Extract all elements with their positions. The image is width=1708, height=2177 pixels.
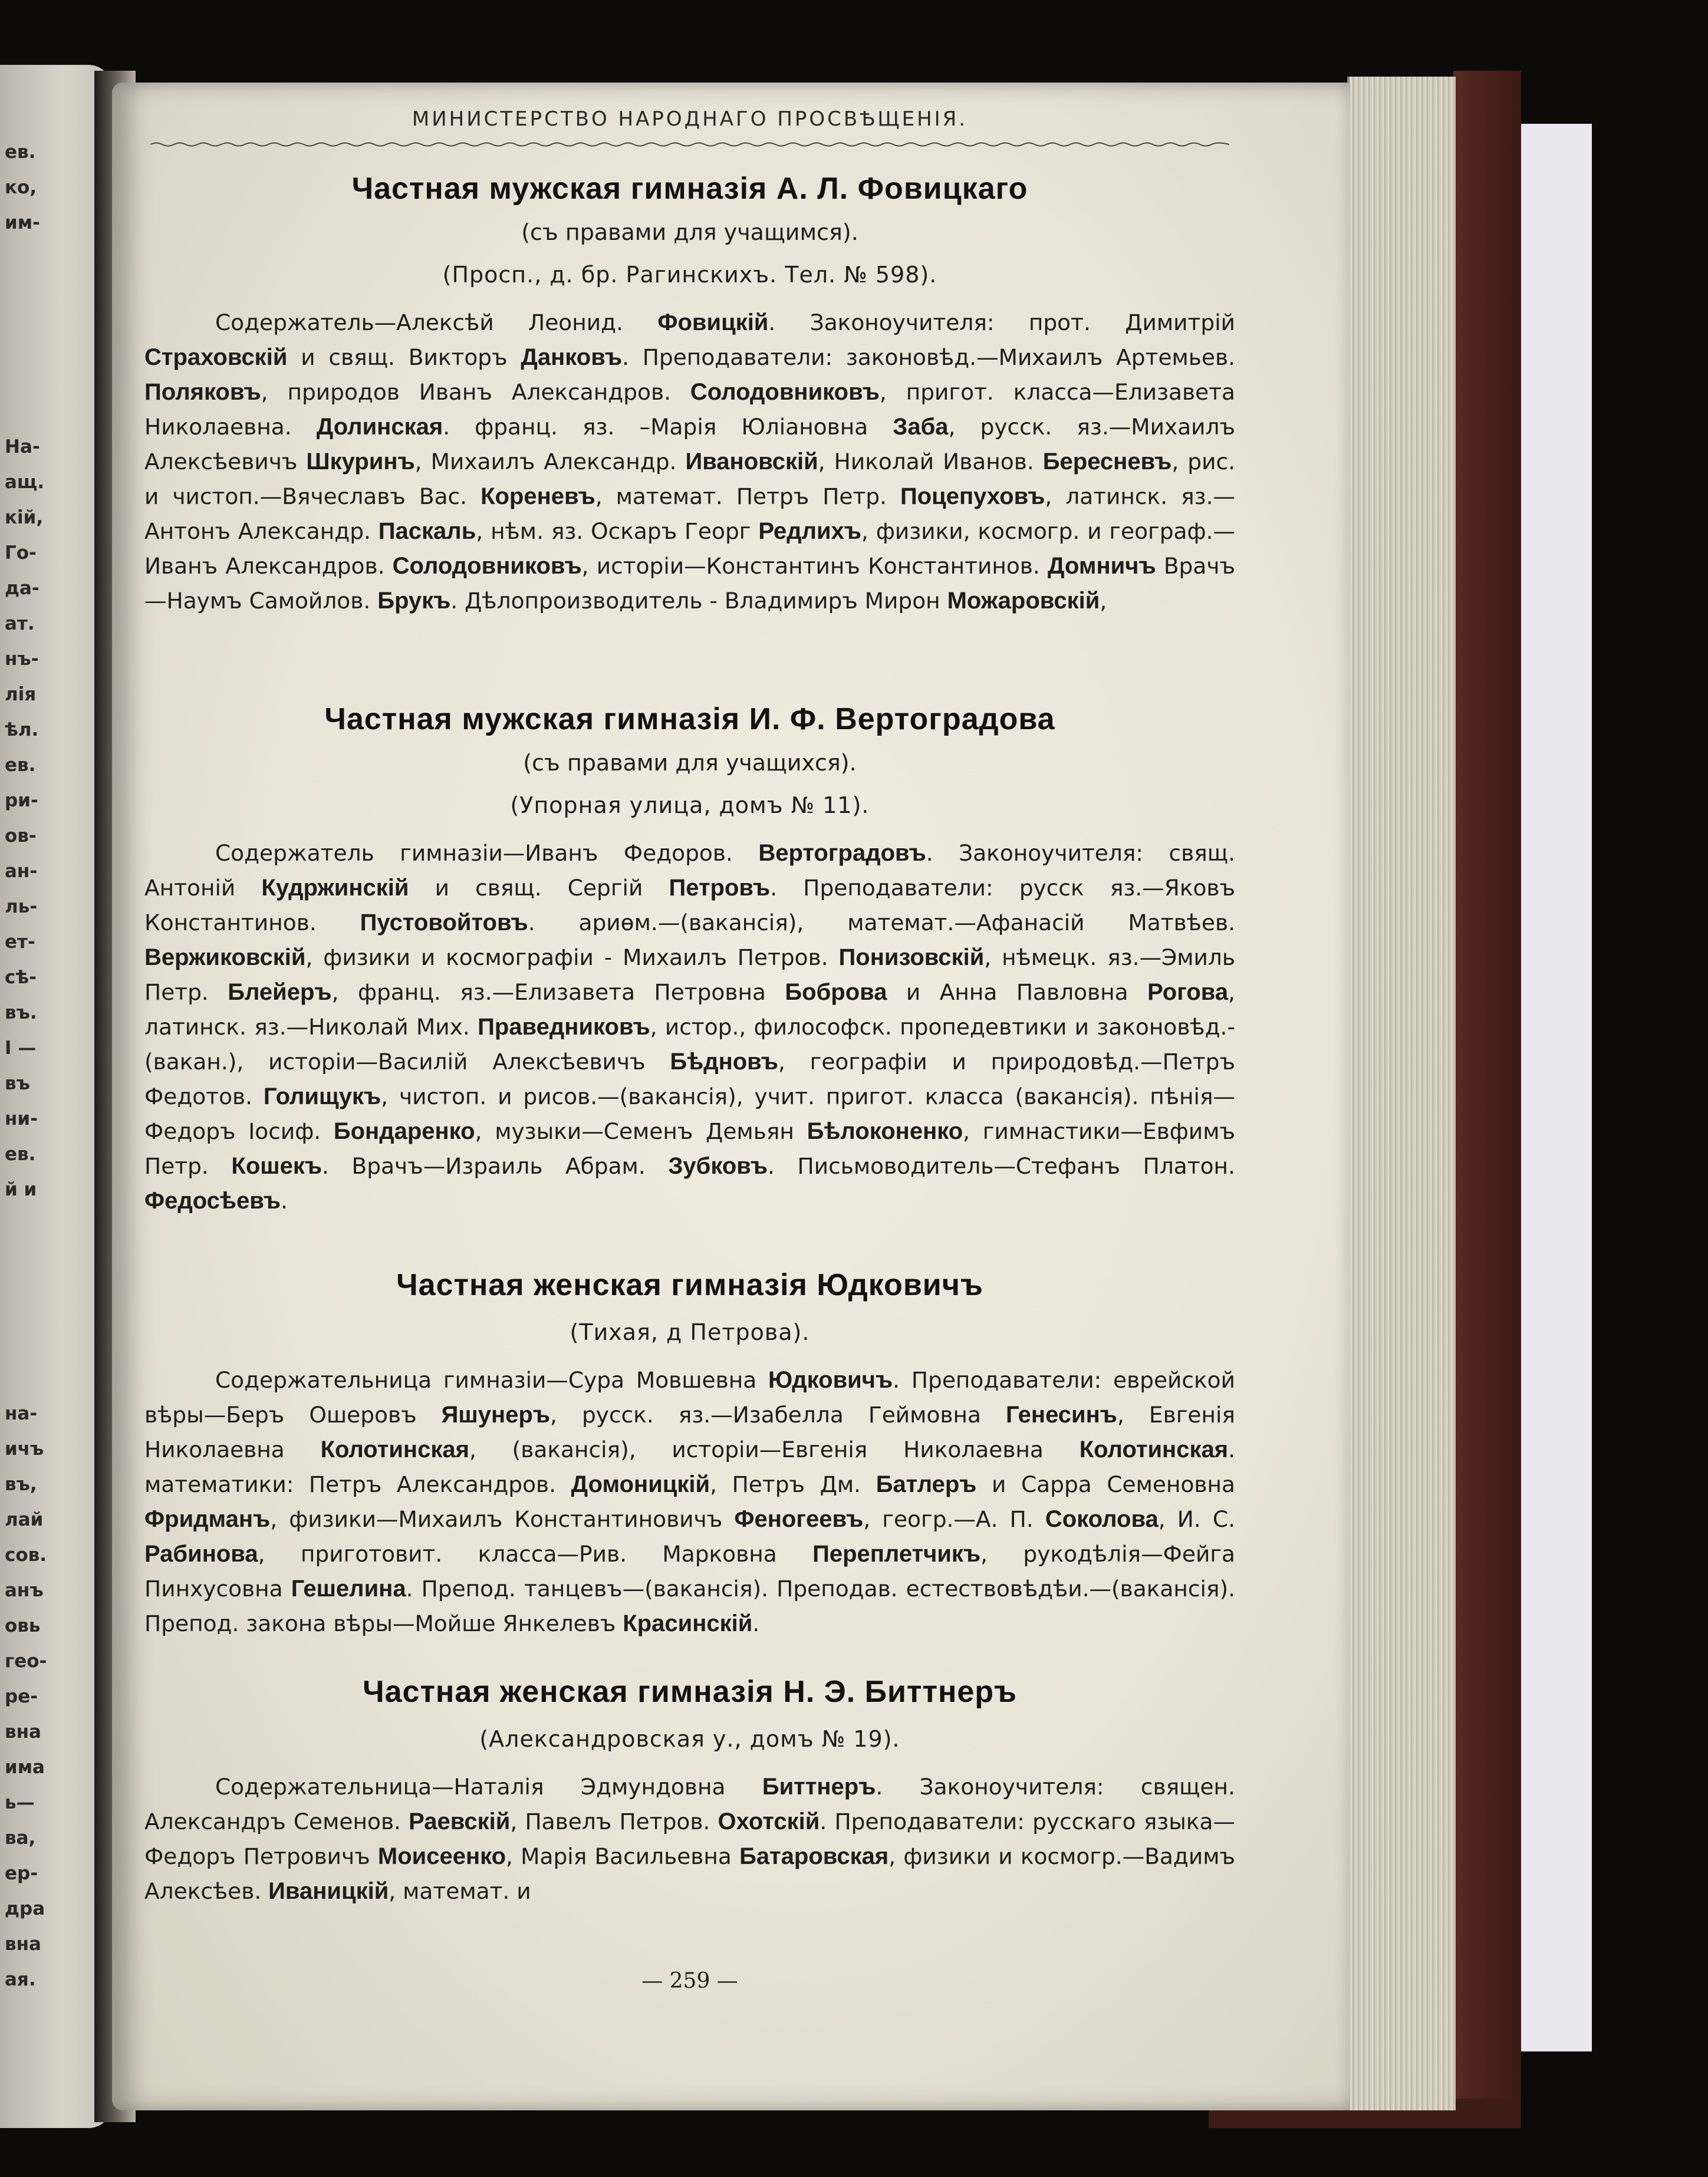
surname: Паскаль	[378, 518, 476, 544]
left-page-fragment: ко,	[5, 177, 37, 198]
surname: Долинская	[316, 414, 443, 440]
body-text: и Сарра Семеновна	[976, 1471, 1236, 1497]
left-page-fragment: ащ.	[5, 472, 44, 493]
surname: Генесинъ	[1006, 1402, 1117, 1428]
body-text: ,	[1100, 588, 1107, 614]
header-rule	[150, 141, 1229, 147]
body-text: , рис. и чистоп.—Вячеславъ Вас.	[144, 449, 1235, 509]
section-body	[144, 836, 1235, 1218]
left-page-fragment: ичъ	[5, 1438, 44, 1460]
body-text: , физики, космогр. и географ.—Иванъ Александров.	[144, 518, 1235, 579]
body-text: . Законоучителя: священ. Александръ Семенов.	[144, 1774, 1235, 1835]
left-page-fragment: лія	[5, 684, 37, 705]
body-text: , (вакансія), исторіи—Евгенія Николаевна	[469, 1437, 1080, 1463]
surname: Домничъ	[1048, 553, 1156, 579]
body-text: . Преподаватели: законовѣд.—Михаилъ Артемьев.	[622, 344, 1235, 370]
surname: Пустовойтовъ	[360, 910, 528, 936]
surname: Ивановскій	[685, 449, 818, 475]
section-title: Частная женская гимназія Юдковичъ	[396, 1268, 983, 1302]
surname: Фовицкій	[657, 309, 769, 335]
surname: Голищукъ	[263, 1083, 381, 1109]
body-text: , русск. яз.—Михаилъ Алексѣевичъ	[144, 414, 1236, 475]
surname: Яшунеръ	[441, 1402, 550, 1428]
left-page-fragment: въ,	[5, 1474, 37, 1495]
surname: Колотинская	[320, 1437, 469, 1463]
surname: Бѣлоконенко	[807, 1118, 963, 1144]
section-body	[144, 305, 1235, 618]
left-page-fragment: ни-	[5, 1108, 38, 1129]
left-page-fragment: ѣл.	[5, 719, 39, 740]
left-page-fragment: ат.	[5, 613, 35, 634]
left-page-fragment: На-	[5, 436, 40, 457]
left-page-fragment: лай	[5, 1509, 44, 1530]
surname: Кудржинскій	[261, 875, 409, 901]
body-text: , физики—Михаилъ Константиновичъ	[270, 1506, 735, 1532]
left-page-fragment: сов.	[5, 1544, 47, 1566]
left-page-fragment: има	[5, 1757, 45, 1778]
section-title: Частная мужская гимназія И. Ф. Вертоградова	[324, 702, 1055, 736]
section-yudkovich	[144, 1267, 1235, 1641]
running-head: МИНИСТЕРСТВО НАРОДНАГО ПРОСВѢЩЕНІЯ.	[412, 107, 968, 131]
left-page-fragment: въ	[5, 1073, 30, 1094]
surname: Страховскій	[144, 344, 288, 370]
surname: Шкуринъ	[306, 449, 415, 475]
surname: Редлихъ	[758, 518, 862, 544]
body-text: , рукодѣлія—Фейга Пинхусовна	[144, 1541, 1235, 1602]
surname: Соколова	[1045, 1506, 1159, 1532]
surname: Можаровскій	[947, 588, 1100, 614]
body-text: , пригот. класса—Елизавета Николаевна.	[144, 379, 1235, 440]
left-page-fragment: вна	[5, 1934, 41, 1955]
section-title: Частная мужская гимназія А. Л. Фовицкаго	[351, 172, 1028, 206]
left-page-fragment: овь	[5, 1615, 41, 1636]
body-text: . Преподаватели: русскаго языка—Федоръ Петровичъ	[144, 1809, 1235, 1869]
body-text: , франц. яз.—Елизавета Петровна	[331, 979, 785, 1005]
body-text: Содержатель гимназіи—Иванъ Федоров.	[215, 840, 759, 866]
surname: Зубковъ	[668, 1153, 768, 1179]
body-text: , Петръ Дм.	[710, 1471, 876, 1497]
left-page-fragment: вна	[5, 1721, 41, 1743]
body-text: Содержательница гимназіи—Сура Мовшевна	[215, 1367, 768, 1393]
surname: Колотинская	[1079, 1437, 1229, 1463]
surname: Красинскій	[623, 1610, 753, 1636]
left-page-fragment: ь—	[5, 1792, 35, 1813]
surname: Солодовниковъ	[690, 379, 880, 405]
surname: Переплетчикъ	[812, 1541, 981, 1567]
body-text: . Преподаватели: русск яз.—Яковъ Константинов.	[144, 875, 1236, 936]
surname: Кошекъ	[231, 1153, 322, 1179]
page-number: — 259 —	[641, 1969, 738, 1993]
surname: Солодовниковъ	[392, 553, 582, 579]
body-text: , Михаилъ Александр.	[414, 449, 686, 475]
body-text: и свящ. Викторъ	[287, 344, 521, 370]
body-text: , Евгенія Николаевна	[144, 1402, 1235, 1463]
body-text: , латинск. яз.—Николай Мих.	[144, 979, 1235, 1040]
body-text: . Препод. танцевъ—(вакансія). Преподав. естествовѣдѣи.—(вакансія). Препод. закона вѣры—Мойше Янкелевъ	[144, 1576, 1235, 1636]
body-text: , музыки—Семенъ Демьян	[475, 1118, 807, 1144]
section-title: Частная женская гимназія Н. Э. Биттнеръ	[363, 1675, 1017, 1709]
body-text: , Николай Иванов.	[818, 449, 1043, 475]
left-page-fragment: анъ	[5, 1580, 44, 1601]
left-page-fragment: ев.	[5, 755, 36, 776]
body-text: , физики и космогр.—Вадимъ Алексѣев.	[144, 1843, 1235, 1904]
surname: Поцепуховъ	[900, 483, 1045, 509]
left-page-fragment: кій,	[5, 507, 44, 528]
body-text: , приготовит. класса—Рив. Марковна	[258, 1541, 813, 1567]
section-bittner	[144, 1674, 1235, 1909]
surname: Юдковичъ	[768, 1367, 893, 1393]
body-text: , Павелъ Петров.	[510, 1809, 718, 1835]
left-page-fragment: Го-	[5, 542, 37, 564]
left-page-fragment: ри-	[5, 790, 38, 811]
surname: Брукъ	[377, 588, 451, 614]
surname: Фридманъ	[144, 1506, 271, 1532]
surname: Данковъ	[521, 344, 622, 370]
surname: Иваницкій	[268, 1878, 389, 1904]
surname: Гешелина	[291, 1576, 406, 1602]
body-text: Содержатель—Алексѣй Леонид.	[215, 309, 658, 335]
left-page-fragment: сѣ-	[5, 967, 37, 988]
body-text: , физики и космографіи - Михаилъ Петров.	[305, 944, 839, 970]
section-vertogradov	[144, 701, 1235, 1218]
surname: Поляковъ	[144, 379, 261, 405]
surname: Батаровская	[739, 1843, 889, 1869]
body-text: , исторіи—Константинъ Константинов.	[581, 553, 1048, 579]
body-text: , латинск. яз.—Антонъ Александр.	[144, 483, 1235, 544]
left-page-fragment: I —	[5, 1038, 37, 1059]
body-text: , нѣмецк. яз.—Эмиль Петр.	[144, 944, 1235, 1005]
body-text: . Законоучителя: свящ. Антоній	[144, 840, 1236, 901]
surname: Биттнеръ	[762, 1774, 876, 1800]
section-body	[144, 1770, 1235, 1909]
body-text: .	[752, 1610, 760, 1636]
surname: Боброва	[785, 979, 887, 1005]
body-text: . франц. яз. –Марія Юліановна	[443, 414, 893, 440]
left-page-fragment: да-	[5, 578, 40, 599]
surname: Моисеенко	[377, 1843, 506, 1869]
surname: Петровъ	[669, 875, 771, 901]
section-rights: (съ правами для учащимся).	[521, 219, 858, 245]
surname: Феногеевъ	[734, 1506, 864, 1532]
surname: Рабинова	[144, 1541, 258, 1567]
body-text: . Письмоводитель—Стефанъ Платон.	[768, 1153, 1235, 1179]
left-page-fragment: ер-	[5, 1863, 38, 1884]
body-text: Врачъ—Наумъ Самойлов.	[144, 553, 1235, 614]
left-page-fragment: ль-	[5, 896, 38, 917]
body-text: .	[281, 1188, 288, 1214]
left-page-fragment: на-	[5, 1403, 38, 1424]
body-text: , геогр.—А. П.	[863, 1506, 1045, 1532]
body-text: . Дѣлопроизводитель - Владимиръ Мирон	[450, 588, 947, 614]
body-text: , истор., философск. пропедевтики и законовѣд.-(вакан.), исторіи—Василій Алексѣевичъ	[144, 1014, 1235, 1075]
left-page-fragment: им-	[5, 212, 40, 233]
section-body	[144, 1363, 1235, 1641]
left-page-fragment: й и	[5, 1179, 37, 1200]
body-text: и свящ. Сергій	[409, 875, 669, 901]
body-text: Содержательница—Наталія Эдмундовна	[215, 1774, 762, 1800]
surname: Раевскій	[409, 1809, 511, 1835]
surname: Вержиковскій	[144, 944, 306, 970]
surname: Заба	[893, 414, 949, 440]
body-text: , русск. яз.—Изабелла Геймовна	[549, 1402, 1006, 1428]
body-text: , математ. и	[389, 1878, 531, 1904]
left-page-fragment: ан-	[5, 861, 38, 882]
body-text: , природов Иванъ Александров.	[261, 379, 690, 405]
book-cover	[1453, 71, 1521, 2122]
surname: Понизовскій	[838, 944, 985, 970]
body-text: . математики: Петръ Александров.	[144, 1437, 1235, 1497]
body-text: , чистоп. и рисов.—(вакансія), учит. пригот. класса (вакансія). пѣнія—Федоръ Іосиф.	[144, 1083, 1236, 1144]
surname: Домоницкій	[571, 1471, 710, 1497]
body-text: . Врачъ—Израиль Абрам.	[322, 1153, 669, 1179]
body-text: . Преподаватели: еврейской вѣры—Беръ Ошеровъ	[144, 1367, 1235, 1428]
surname: Бондаренко	[333, 1118, 475, 1144]
left-page-fragment: ов-	[5, 825, 37, 847]
body-text: . Законоучителя: прот. Димитрій	[768, 309, 1235, 335]
left-page-fragment: ре-	[5, 1686, 38, 1707]
body-text: , Марія Васильевна	[506, 1843, 740, 1869]
body-text: и Анна Павловна	[887, 979, 1148, 1005]
left-page-fragment: ая.	[5, 1969, 36, 1990]
surname: Бересневъ	[1042, 449, 1172, 475]
section-address: (Упорная улица, домъ № 11).	[510, 792, 870, 818]
left-page-fragment: ва,	[5, 1827, 36, 1849]
section-address: (Просп., д. бр. Рагинскихъ. Тел. № 598).	[442, 262, 937, 288]
section-rights: (съ правами для учащихся).	[523, 750, 857, 776]
page-edges	[1347, 77, 1456, 2110]
left-page-fragment: ев.	[5, 1144, 36, 1165]
surname: Праведниковъ	[478, 1014, 650, 1040]
section-address: (Александровская у., домъ № 19).	[479, 1726, 900, 1752]
section-fovitsky	[144, 171, 1235, 618]
surname: Блейеръ	[228, 979, 332, 1005]
left-page-fragment: гео-	[5, 1651, 47, 1672]
body-text: , математ. Петръ Петр.	[595, 483, 900, 509]
surname: Кореневъ	[481, 483, 595, 509]
surname: Вертоградовъ	[758, 840, 926, 866]
left-page-fragment: нъ-	[5, 648, 39, 670]
left-page-fragment: въ.	[5, 1002, 37, 1023]
surname: Федосѣевъ	[144, 1188, 281, 1214]
left-page-fragment: дра	[5, 1898, 45, 1919]
surname: Рогова	[1147, 979, 1229, 1005]
body-text: , нѣм. яз. Оскаръ Георг	[476, 518, 759, 544]
body-text: , И. С.	[1158, 1506, 1236, 1532]
body-text: , гимнастики—Евфимъ Петр.	[144, 1118, 1235, 1179]
surname: Охотскій	[718, 1809, 820, 1835]
surname: Батлеръ	[876, 1471, 977, 1497]
left-page-fragment: ет-	[5, 931, 35, 953]
surname: Бѣдновъ	[670, 1049, 778, 1075]
body-text: , географіи и природовѣд.—Петръ Федотов.	[144, 1049, 1235, 1109]
left-page-fragment: ев.	[5, 141, 36, 163]
section-address: (Тихая, д Петрова).	[570, 1319, 810, 1345]
body-text: . ариѳм.—(вакансія), математ.—Афанасій Матвѣев.	[528, 910, 1235, 936]
